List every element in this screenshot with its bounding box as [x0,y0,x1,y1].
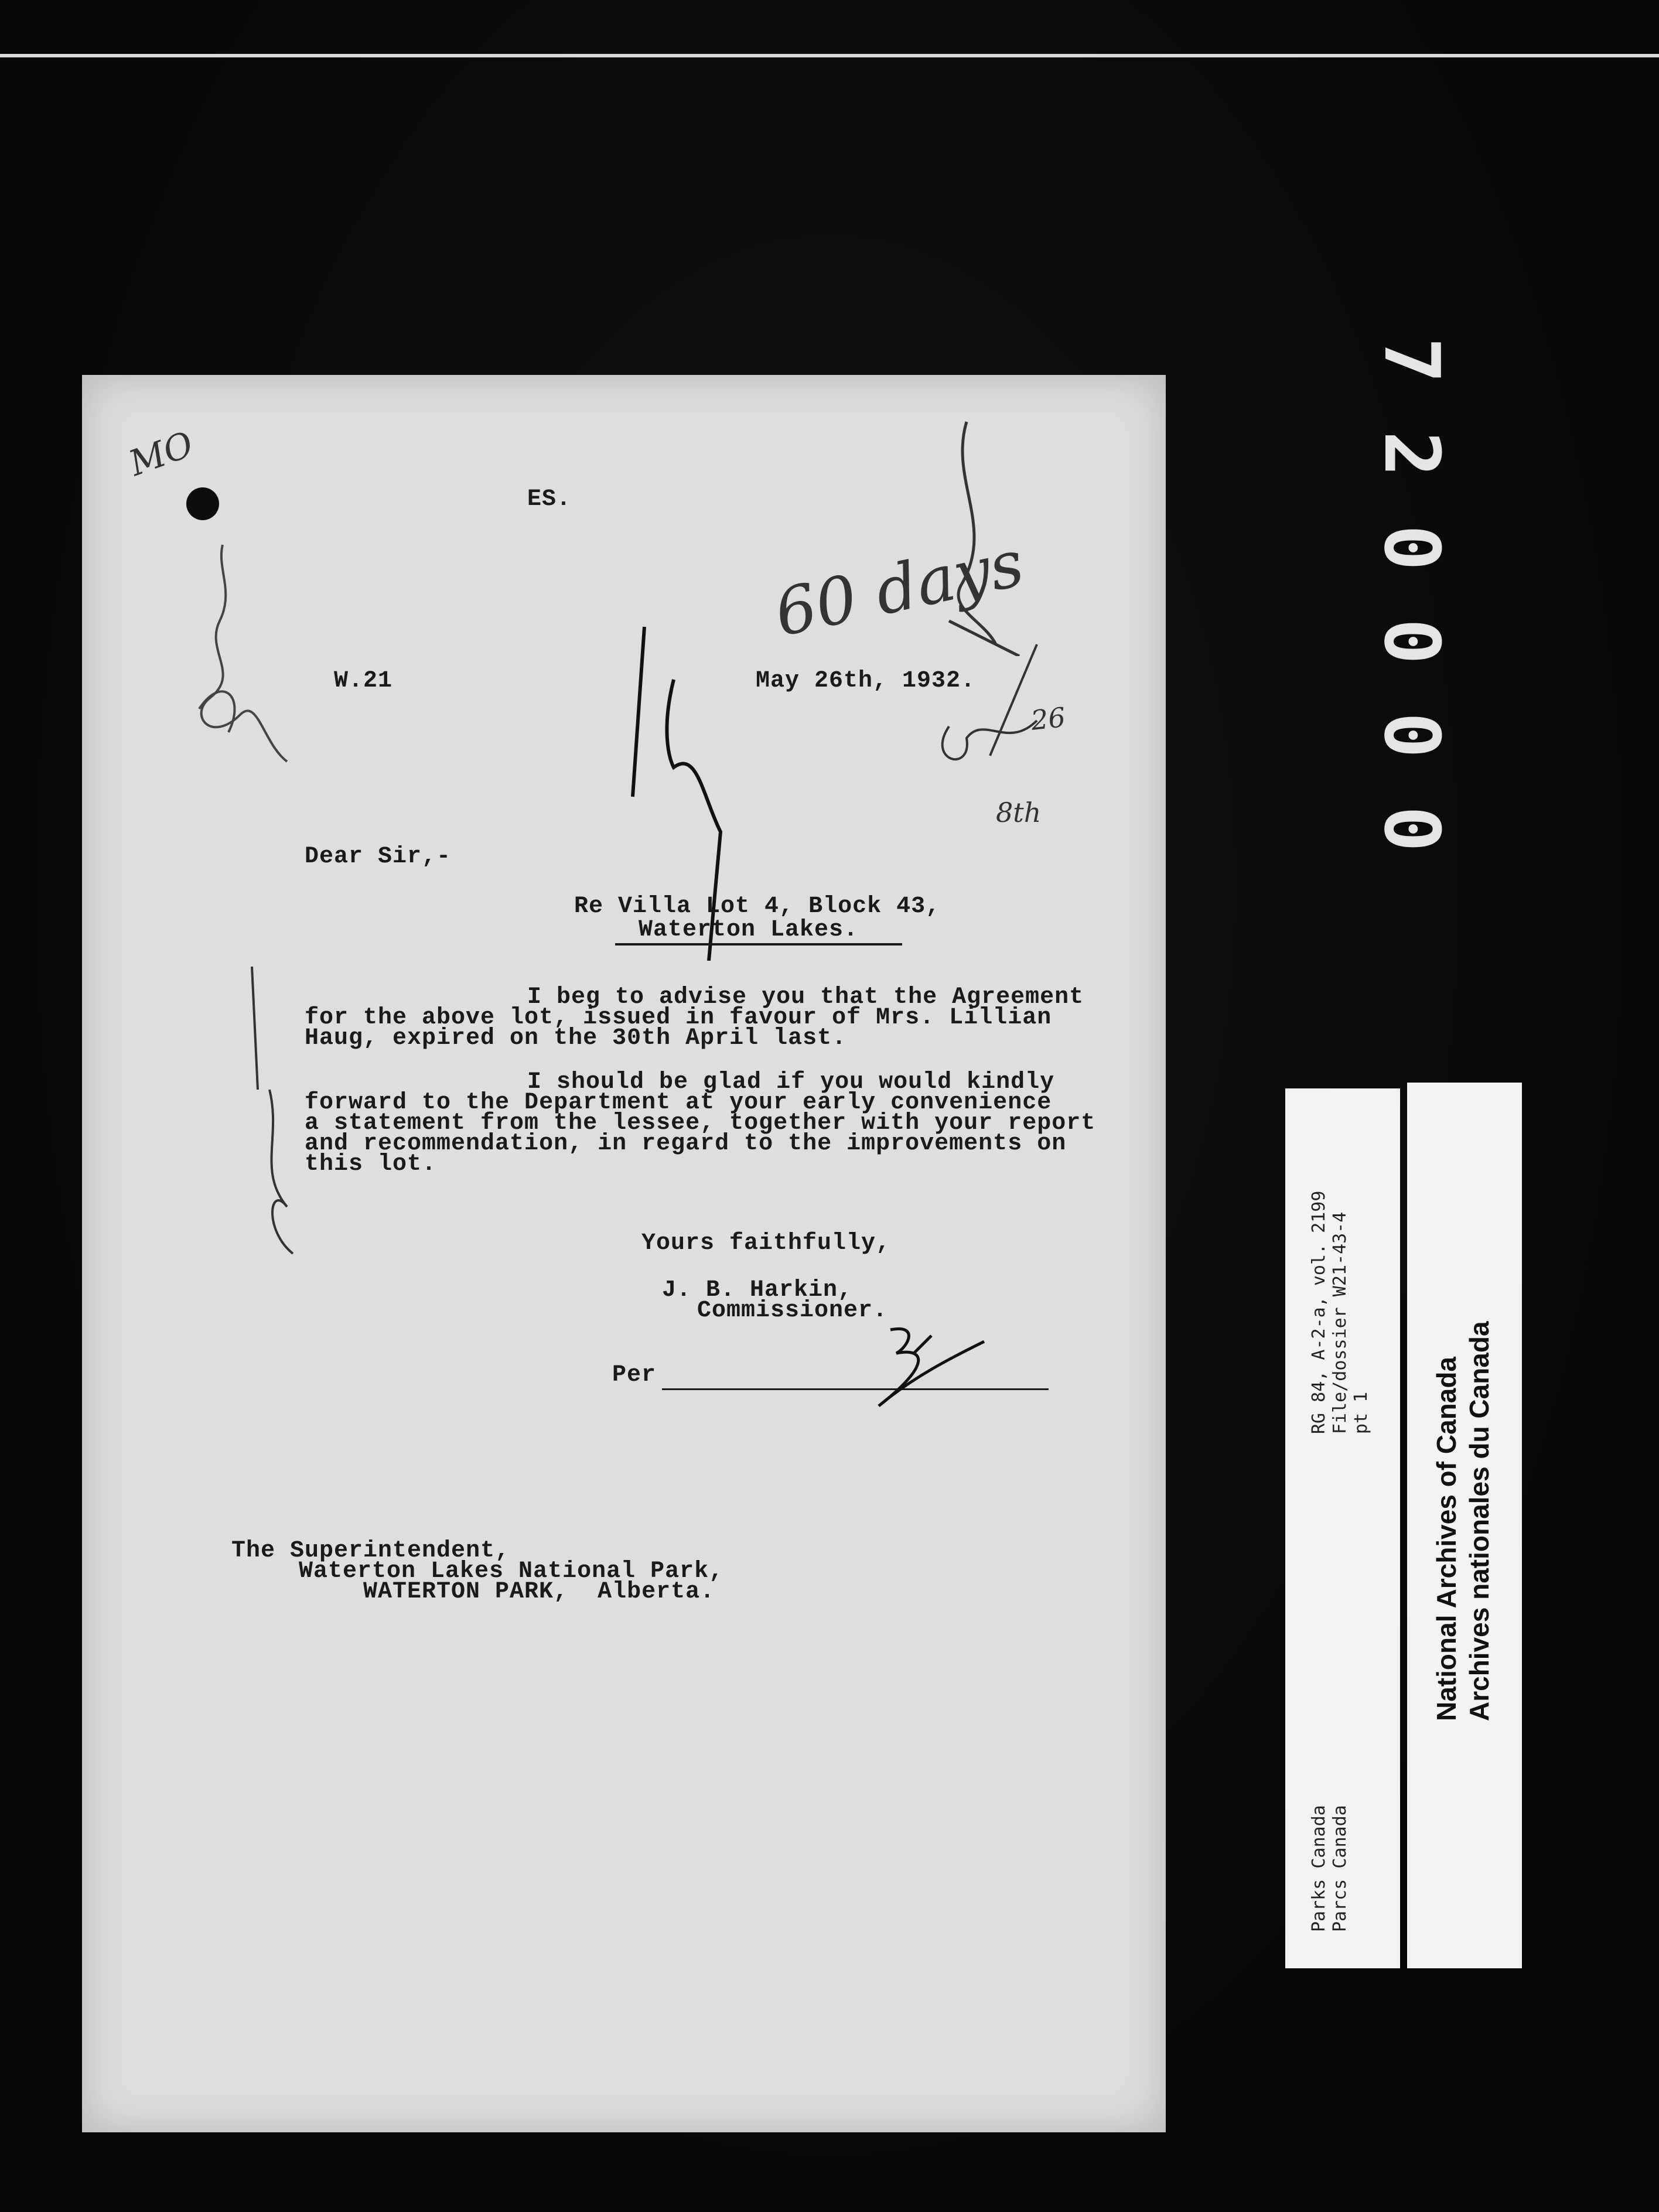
handwritten-initials-top-left: MO [124,424,199,484]
handwritten-signature [844,1312,996,1418]
paragraph-2-line-3: a statement from the lessee, together with your report [305,1110,1096,1136]
agency-name-en: Parks Canada [1309,1805,1329,1932]
letter-date: May 26th, 1932. [756,668,976,694]
handwritten-margin-bracket [234,961,316,1265]
typist-initials: ES. [527,486,572,513]
punch-hole [186,487,219,520]
file-reference: W.21 [334,668,393,694]
frame-digit: 2 [1367,431,1456,477]
letter-page [82,375,1166,2132]
paragraph-2-line-4: and recommendation, in regard to the improvements on [305,1131,1067,1157]
paragraph-2-line-2: forward to the Department at your early convenience [305,1090,1052,1116]
frame-number [1365,305,1459,890]
frame-digit: 0 [1367,712,1456,759]
paragraph-1-line-3: Haug, expired on the 30th April last. [305,1025,847,1052]
addressee-line-3: WATERTON PARK, Alberta. [363,1579,715,1605]
paragraph-2-line-1: I should be glad if you would kindly [527,1069,1055,1095]
salutation: Dear Sir,- [305,844,452,870]
archive-record-label [1285,1088,1400,1968]
archives-name-fr: Archives nationales du Canada [1464,1321,1494,1721]
subject-underline [615,943,902,945]
frame-digit: 0 [1367,524,1456,571]
frame-digit: 7 [1367,337,1456,384]
subject-line-1: Re Villa Lot 4, Block 43, [574,893,941,920]
addressee-line-1: The Superintendent, [231,1538,510,1564]
handwritten-60-days: 60 days [768,525,1030,651]
per-label: Per [612,1362,657,1388]
subject-line-2: Waterton Lakes. [639,917,859,943]
handwritten-scribble-left [146,521,299,767]
paragraph-2-line-5: this lot. [305,1151,437,1177]
archive-institution-label [1407,1083,1522,1968]
signer-name: J. B. Harkin, [662,1277,853,1303]
closing: Yours faithfully, [641,1230,891,1257]
handwritten-stroke-top-right [890,410,1031,656]
record-group-line: RG 84, A-2-a, vol. 2199 [1309,1190,1329,1434]
part-line: pt 1 [1351,1391,1371,1434]
file-dossier-line: File/dossier W21-43-4 [1330,1211,1350,1434]
film-edge-line [0,54,1659,57]
signer-title: Commissioner. [697,1298,888,1324]
archives-name-en: National Archives of Canada [1431,1356,1462,1721]
addressee-line-2: Waterton Lakes National Park, [299,1558,724,1585]
paragraph-1-line-1: I beg to advise you that the Agreement [527,984,1084,1011]
handwritten-date-stamp [902,633,1125,808]
agency-name-fr: Parcs Canada [1330,1805,1350,1932]
handwritten-margin-initials: 8th [996,797,1042,828]
frame-digit: 0 [1367,805,1456,852]
frame-digit: 0 [1367,618,1456,665]
handwritten-date-number: 26 [1029,701,1067,736]
paragraph-1-line-2: for the above lot, issued in favour of Mrs. Lillian [305,1005,1052,1031]
